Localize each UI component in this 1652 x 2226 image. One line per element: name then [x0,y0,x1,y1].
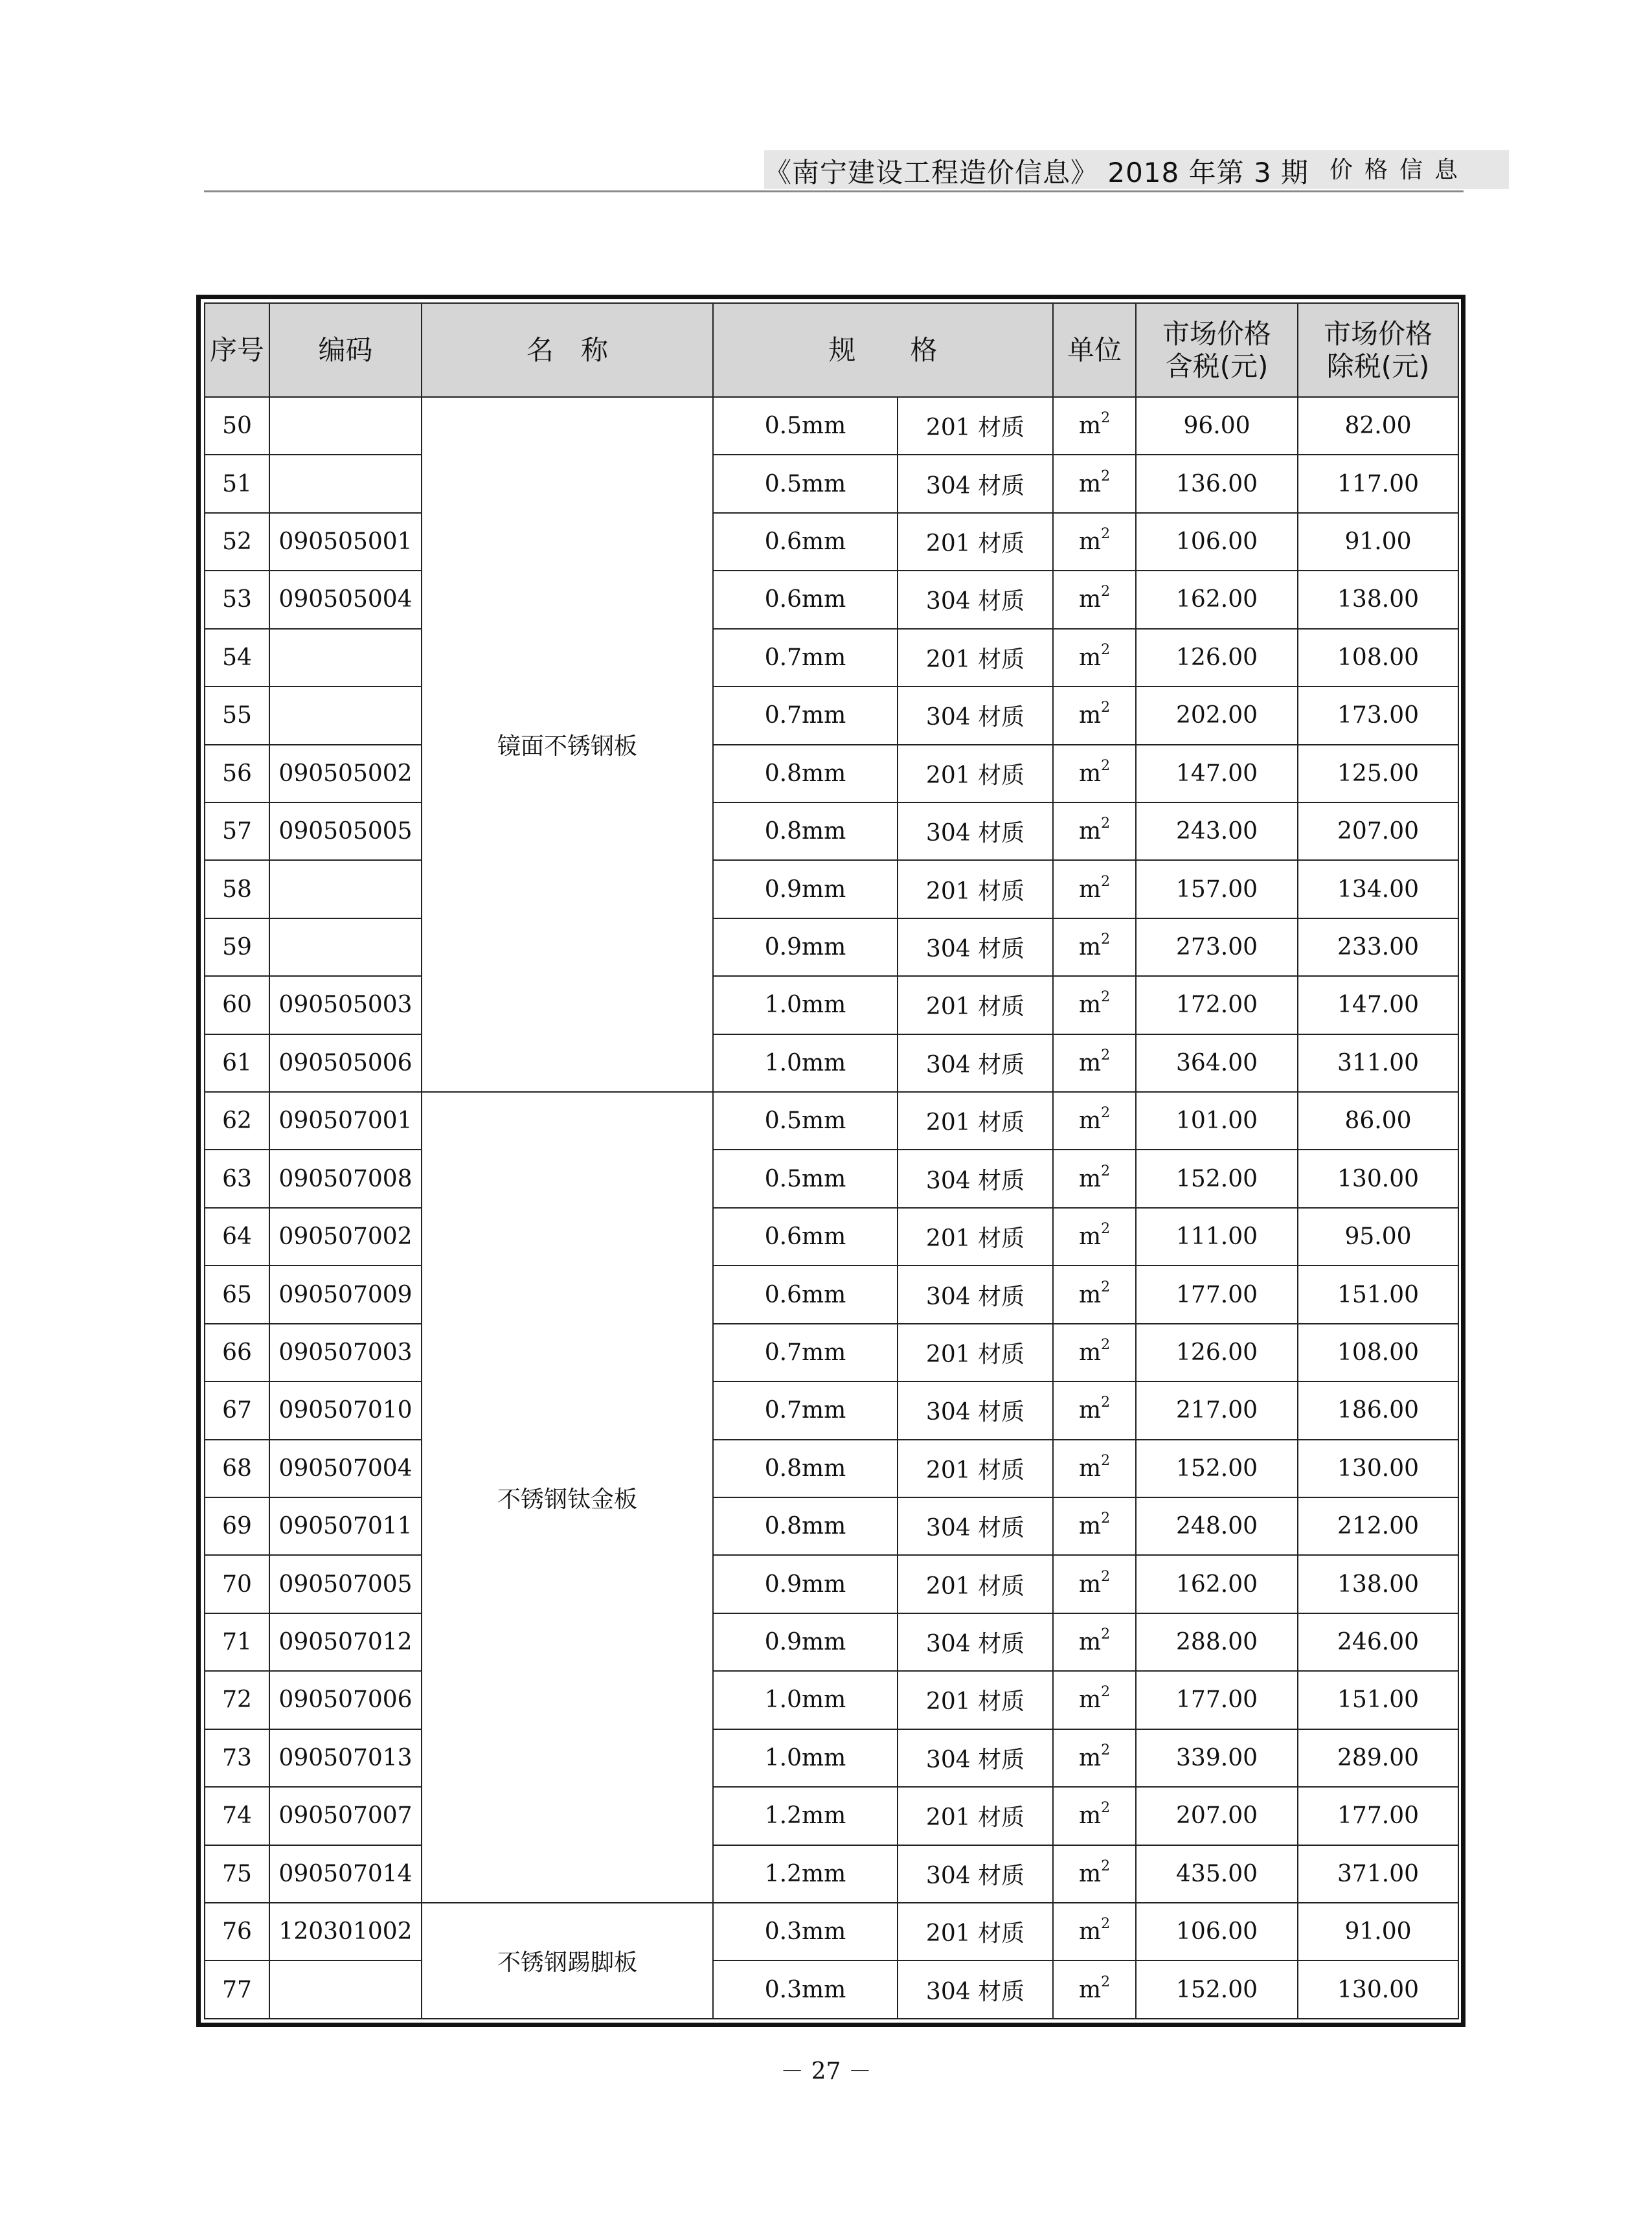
cell-unit: $m^2$ [1053,745,1136,802]
cell-thickness: 1.0mm [713,1729,898,1787]
cell-price-tax: 162.00 [1136,571,1298,628]
cell-price-notax: 151.00 [1298,1266,1458,1323]
cell-thickness: 0.5mm [713,455,898,512]
cell-code: 090505001 [269,513,422,571]
cell-price-tax: 136.00 [1136,455,1298,512]
cell-material: 201 材质 [898,1440,1053,1497]
cell-seq: 72 [205,1671,269,1729]
table-row [205,455,1458,512]
cell-price-tax: 243.00 [1136,802,1298,860]
cell-thickness: 0.6mm [713,513,898,571]
cell-seq: 65 [205,1266,269,1323]
cell-unit: $m^2$ [1053,802,1136,860]
cell-price-tax: 152.00 [1136,1150,1298,1207]
cell-material: 201 材质 [898,976,1053,1034]
cell-unit: $m^2$ [1053,1903,1136,1960]
cell-thickness: 0.7mm [713,1381,898,1439]
table-row [205,745,1458,802]
table-row [205,1266,1458,1323]
cell-price-tax: 106.00 [1136,1903,1298,1960]
cell-unit: $m^2$ [1053,1613,1136,1671]
cell-unit: $m^2$ [1053,1150,1136,1207]
cell-price-notax: 311.00 [1298,1034,1458,1092]
cell-seq: 69 [205,1497,269,1555]
cell-code [269,687,422,744]
cell-seq: 55 [205,687,269,744]
cell-unit: $m^2$ [1053,1092,1136,1150]
cell-seq: 57 [205,802,269,860]
table-row [205,860,1458,918]
cell-price-notax: 138.00 [1298,571,1458,628]
cell-price-notax: 173.00 [1298,687,1458,744]
cell-seq: 50 [205,397,269,455]
cell-price-tax: 435.00 [1136,1845,1298,1903]
cell-material: 304 材质 [898,455,1053,512]
cell-code [269,860,422,918]
table-row [205,918,1458,976]
table-row [205,1150,1458,1207]
table-row [205,571,1458,628]
cell-code: 090507009 [269,1266,422,1323]
cell-code [269,455,422,512]
cell-price-notax: 207.00 [1298,802,1458,860]
cell-unit: $m^2$ [1053,1845,1136,1903]
cell-thickness: 0.3mm [713,1903,898,1960]
cell-material: 201 材质 [898,397,1053,455]
cell-price-tax: 157.00 [1136,860,1298,918]
table-row [205,513,1458,571]
cell-price-notax: 246.00 [1298,1613,1458,1671]
cell-unit: $m^2$ [1053,860,1136,918]
cell-price-tax: 273.00 [1136,918,1298,976]
table-row [205,397,1458,455]
cell-material: 201 材质 [898,513,1053,571]
cell-price-tax: 207.00 [1136,1787,1298,1845]
cell-price-notax: 371.00 [1298,1845,1458,1903]
cell-price-notax: 212.00 [1298,1497,1458,1555]
cell-item-name: 不锈钢踢脚板 [422,1903,713,2019]
cell-unit: $m^2$ [1053,1208,1136,1266]
table-row [205,1497,1458,1555]
cell-material: 304 材质 [898,1613,1053,1671]
cell-seq: 61 [205,1034,269,1092]
cell-price-notax: 138.00 [1298,1555,1458,1613]
cell-code: 090507014 [269,1845,422,1903]
cell-price-tax: 106.00 [1136,513,1298,571]
header-rule [204,190,1464,192]
cell-code: 090507012 [269,1613,422,1671]
cell-code: 090507007 [269,1787,422,1845]
cell-material: 304 材质 [898,1729,1053,1787]
cell-code: 090507008 [269,1150,422,1207]
cell-code: 090507003 [269,1324,422,1381]
cell-material: 304 材质 [898,1034,1053,1092]
page-number: － 27 － [780,2058,872,2085]
cell-material: 201 材质 [898,1324,1053,1381]
cell-price-tax: 217.00 [1136,1381,1298,1439]
cell-unit: $m^2$ [1053,918,1136,976]
cell-thickness: 1.0mm [713,1671,898,1729]
cell-unit: $m^2$ [1053,397,1136,455]
publication-title: 《南宁建设工程造价信息》 2018 年第 3 期 [764,157,1309,188]
cell-material: 201 材质 [898,1208,1053,1266]
cell-seq: 71 [205,1613,269,1671]
cell-thickness: 1.0mm [713,1034,898,1092]
running-header [204,142,1470,194]
table-row [205,1440,1458,1497]
cell-price-notax: 289.00 [1298,1729,1458,1787]
cell-seq: 56 [205,745,269,802]
cell-thickness: 0.8mm [713,802,898,860]
cell-thickness: 1.2mm [713,1845,898,1903]
cell-material: 304 材质 [898,1497,1053,1555]
cell-unit: $m^2$ [1053,1787,1136,1845]
cell-price-notax: 91.00 [1298,1903,1458,1960]
table-row [205,1729,1458,1787]
cell-material: 201 材质 [898,1555,1053,1613]
col-header-unit: 单位 [1053,303,1136,397]
cell-price-notax: 186.00 [1298,1381,1458,1439]
table-row [205,1555,1458,1613]
cell-code: 090507013 [269,1729,422,1787]
table-row [205,687,1458,744]
cell-code: 090507002 [269,1208,422,1266]
cell-item-name: 镜面不锈钢板 [422,397,713,1092]
cell-seq: 76 [205,1903,269,1960]
cell-seq: 54 [205,629,269,687]
cell-thickness: 0.7mm [713,1324,898,1381]
cell-unit: $m^2$ [1053,1034,1136,1092]
table-row [205,1208,1458,1266]
cell-price-notax: 95.00 [1298,1208,1458,1266]
cell-price-notax: 130.00 [1298,1960,1458,2019]
cell-price-notax: 91.00 [1298,513,1458,571]
col-header-price-tax: 市场价格 含税(元) [1136,303,1298,397]
cell-seq: 70 [205,1555,269,1613]
table-row [205,1845,1458,1903]
cell-code: 090505006 [269,1034,422,1092]
cell-material: 201 材质 [898,629,1053,687]
table-row [205,1787,1458,1845]
cell-unit: $m^2$ [1053,1960,1136,2019]
cell-code [269,1960,422,2019]
cell-seq: 66 [205,1324,269,1381]
cell-code: 090507010 [269,1381,422,1439]
cell-seq: 51 [205,455,269,512]
cell-price-tax: 147.00 [1136,745,1298,802]
cell-item-name: 不锈钢钛金板 [422,1092,713,1903]
cell-seq: 77 [205,1960,269,2019]
cell-seq: 67 [205,1381,269,1439]
cell-price-notax: 177.00 [1298,1787,1458,1845]
cell-unit: $m^2$ [1053,455,1136,512]
cell-seq: 52 [205,513,269,571]
cell-material: 201 材质 [898,860,1053,918]
cell-price-notax: 130.00 [1298,1150,1458,1207]
cell-unit: $m^2$ [1053,1440,1136,1497]
table-row [205,1671,1458,1729]
cell-material: 304 材质 [898,1266,1053,1323]
cell-price-tax: 177.00 [1136,1671,1298,1729]
cell-price-tax: 101.00 [1136,1092,1298,1150]
cell-unit: $m^2$ [1053,1555,1136,1613]
cell-code: 090505005 [269,802,422,860]
cell-code: 090505004 [269,571,422,628]
cell-seq: 74 [205,1787,269,1845]
cell-thickness: 0.6mm [713,1266,898,1323]
cell-price-tax: 339.00 [1136,1729,1298,1787]
cell-material: 304 材质 [898,687,1053,744]
cell-thickness: 0.5mm [713,1092,898,1150]
cell-price-tax: 202.00 [1136,687,1298,744]
cell-price-notax: 130.00 [1298,1440,1458,1497]
cell-code: 090505002 [269,745,422,802]
cell-thickness: 1.0mm [713,976,898,1034]
cell-unit: $m^2$ [1053,1729,1136,1787]
cell-thickness: 0.6mm [713,571,898,628]
cell-unit: $m^2$ [1053,513,1136,571]
cell-unit: $m^2$ [1053,1381,1136,1439]
table-header-row [205,303,1458,397]
price-table [204,302,1459,2019]
cell-price-tax: 111.00 [1136,1208,1298,1266]
table-row [205,1903,1458,1960]
cell-code: 090507011 [269,1497,422,1555]
cell-price-tax: 248.00 [1136,1497,1298,1555]
cell-price-notax: 108.00 [1298,1324,1458,1381]
cell-thickness: 0.7mm [713,629,898,687]
cell-price-notax: 82.00 [1298,397,1458,455]
cell-thickness: 0.6mm [713,1208,898,1266]
cell-thickness: 0.8mm [713,1440,898,1497]
cell-thickness: 0.8mm [713,1497,898,1555]
cell-seq: 58 [205,860,269,918]
cell-thickness: 0.7mm [713,687,898,744]
cell-price-notax: 117.00 [1298,455,1458,512]
cell-thickness: 0.8mm [713,745,898,802]
cell-thickness: 0.9mm [713,1555,898,1613]
cell-seq: 73 [205,1729,269,1787]
cell-unit: $m^2$ [1053,1266,1136,1323]
cell-price-tax: 288.00 [1136,1613,1298,1671]
cell-unit: $m^2$ [1053,976,1136,1034]
cell-unit: $m^2$ [1053,571,1136,628]
cell-price-tax: 152.00 [1136,1960,1298,2019]
cell-seq: 63 [205,1150,269,1207]
table-row [205,976,1458,1034]
cell-unit: $m^2$ [1053,1497,1136,1555]
cell-material: 304 材质 [898,1960,1053,2019]
cell-price-notax: 151.00 [1298,1671,1458,1729]
table-row [205,1034,1458,1092]
cell-code: 120301002 [269,1903,422,1960]
cell-seq: 59 [205,918,269,976]
cell-code: 090507005 [269,1555,422,1613]
cell-material: 201 材质 [898,745,1053,802]
cell-price-tax: 177.00 [1136,1266,1298,1323]
cell-material: 304 材质 [898,1381,1053,1439]
cell-price-tax: 126.00 [1136,1324,1298,1381]
cell-price-tax: 172.00 [1136,976,1298,1034]
table-row [205,1960,1458,2019]
cell-thickness: 0.9mm [713,860,898,918]
cell-material: 304 材质 [898,802,1053,860]
cell-code: 090505003 [269,976,422,1034]
cell-material: 201 材质 [898,1092,1053,1150]
cell-unit: $m^2$ [1053,1671,1136,1729]
cell-thickness: 1.2mm [713,1787,898,1845]
section-label: 价格信息 [1330,157,1470,183]
cell-thickness: 0.3mm [713,1960,898,2019]
cell-material: 304 材质 [898,1150,1053,1207]
table-row [205,1324,1458,1381]
cell-seq: 68 [205,1440,269,1497]
cell-seq: 62 [205,1092,269,1150]
col-header-code: 编码 [269,303,422,397]
table-row [205,1613,1458,1671]
table-row [205,802,1458,860]
cell-price-tax: 162.00 [1136,1555,1298,1613]
table-row [205,1092,1458,1150]
cell-material: 201 材质 [898,1903,1053,1960]
col-header-spec: 规 格 [713,303,1053,397]
cell-seq: 75 [205,1845,269,1903]
cell-price-tax: 364.00 [1136,1034,1298,1092]
cell-price-notax: 134.00 [1298,860,1458,918]
cell-unit: $m^2$ [1053,687,1136,744]
cell-price-notax: 147.00 [1298,976,1458,1034]
col-header-name: 名 称 [422,303,713,397]
cell-seq: 60 [205,976,269,1034]
cell-code: 090507004 [269,1440,422,1497]
cell-price-notax: 108.00 [1298,629,1458,687]
cell-code [269,397,422,455]
cell-price-notax: 125.00 [1298,745,1458,802]
cell-price-tax: 96.00 [1136,397,1298,455]
cell-material: 304 材质 [898,571,1053,628]
cell-seq: 53 [205,571,269,628]
cell-price-tax: 152.00 [1136,1440,1298,1497]
table-row [205,1381,1458,1439]
cell-price-tax: 126.00 [1136,629,1298,687]
cell-unit: $m^2$ [1053,629,1136,687]
cell-code: 090507001 [269,1092,422,1150]
cell-material: 201 材质 [898,1787,1053,1845]
col-header-seq: 序号 [205,303,269,397]
cell-material: 201 材质 [898,1671,1053,1729]
cell-price-notax: 233.00 [1298,918,1458,976]
col-header-price-notax: 市场价格 除税(元) [1298,303,1458,397]
cell-price-notax: 86.00 [1298,1092,1458,1150]
cell-code [269,629,422,687]
cell-thickness: 0.5mm [713,1150,898,1207]
cell-thickness: 0.5mm [713,397,898,455]
cell-code [269,918,422,976]
table-row [205,629,1458,687]
cell-seq: 64 [205,1208,269,1266]
cell-thickness: 0.9mm [713,918,898,976]
cell-material: 304 材质 [898,918,1053,976]
cell-unit: $m^2$ [1053,1324,1136,1381]
cell-material: 304 材质 [898,1845,1053,1903]
cell-code: 090507006 [269,1671,422,1729]
cell-thickness: 0.9mm [713,1613,898,1671]
